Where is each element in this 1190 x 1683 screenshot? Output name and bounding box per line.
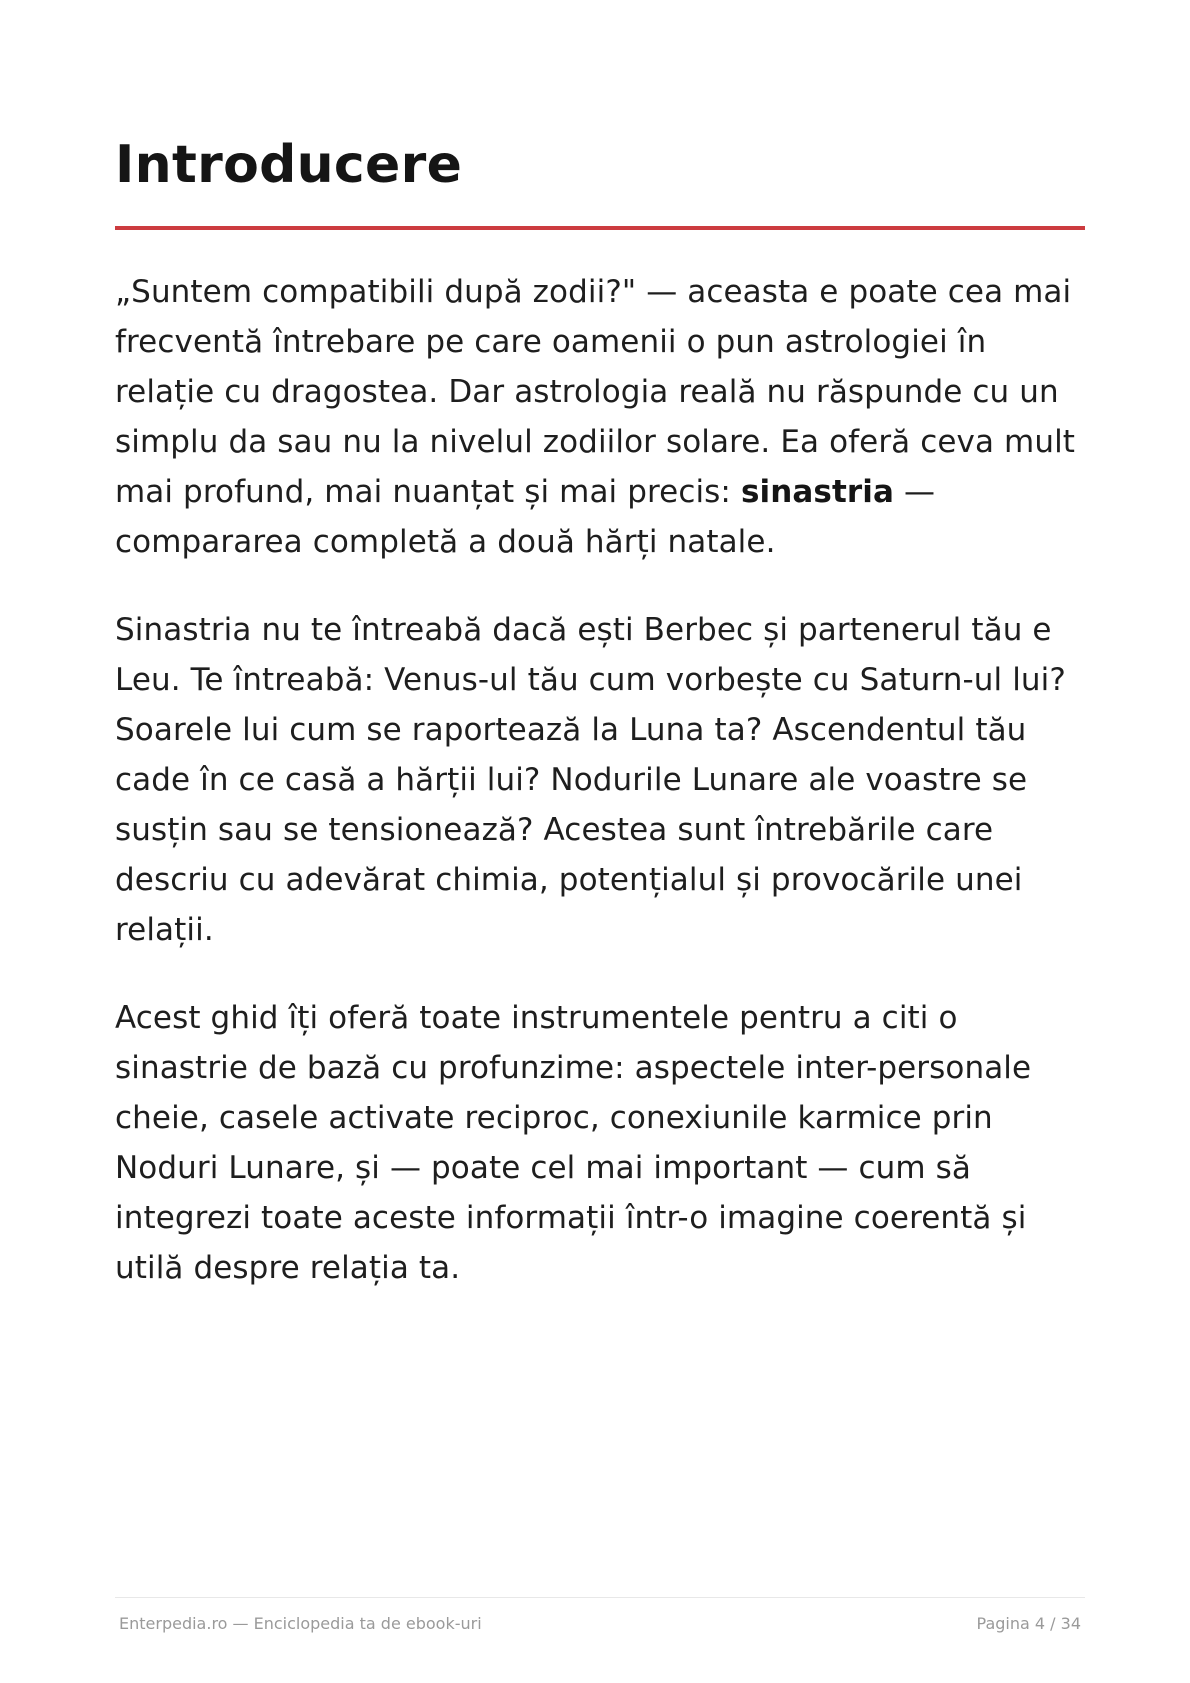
paragraph-1 — [115, 267, 1095, 567]
footer-page-number: Pagina 4 / 34 — [976, 1614, 1081, 1633]
footer-site-name: Enterpedia.ro — Enciclopedia ta de ebook-uri — [119, 1614, 482, 1633]
footer-divider — [115, 1597, 1085, 1598]
paragraph-3: Acest ghid îți oferă toate instrumentele pentru a citi o sinastrie de bază cu profunzime: aspectele inter-personale cheie, casele activate reciproc, conexiunile karmice prin Noduri Lunare, și — poate cel mai important — cum să integrezi toate aceste informații într-o imagine coerentă și utilă despre relația ta. — [115, 1000, 1032, 1286]
sinastria-bold-term: sinastria — [740, 474, 895, 510]
document-page — [115, 0, 1085, 1683]
body-text — [115, 267, 1095, 1331]
page-title: Introducere — [115, 135, 463, 195]
paragraph-2: Sinastria nu te întreabă dacă ești Berbec și partenerul tău e Leu. Te întreabă: Venus-ul tău cum vorbește cu Saturn-ul lui? Soarele lui cum se raportează la Luna ta? Ascendentul tău cade în ce casă a hărții lui? Nodurile Lunare ale voastre se susțin sau se tensionează? Acestea sunt întrebările care descriu cu adevărat chimia, potențialul și provocările unei relații. — [115, 612, 1066, 948]
paragraph-1-text: „Suntem compatibili după zodii?" — aceasta e poate cea mai frecventă întrebare pe care oamenii o pun astrologiei în relație cu dragostea. Dar astrologia reală nu răspunde cu un simplu da sau nu la nivelul zodiilor solare. Ea oferă ceva mult mai profund, mai nuanțat și mai precis: — [115, 274, 1076, 510]
title-divider — [115, 226, 1085, 230]
paragraph-1-text-end: — compararea completă a două hărți natale. — [115, 474, 936, 560]
